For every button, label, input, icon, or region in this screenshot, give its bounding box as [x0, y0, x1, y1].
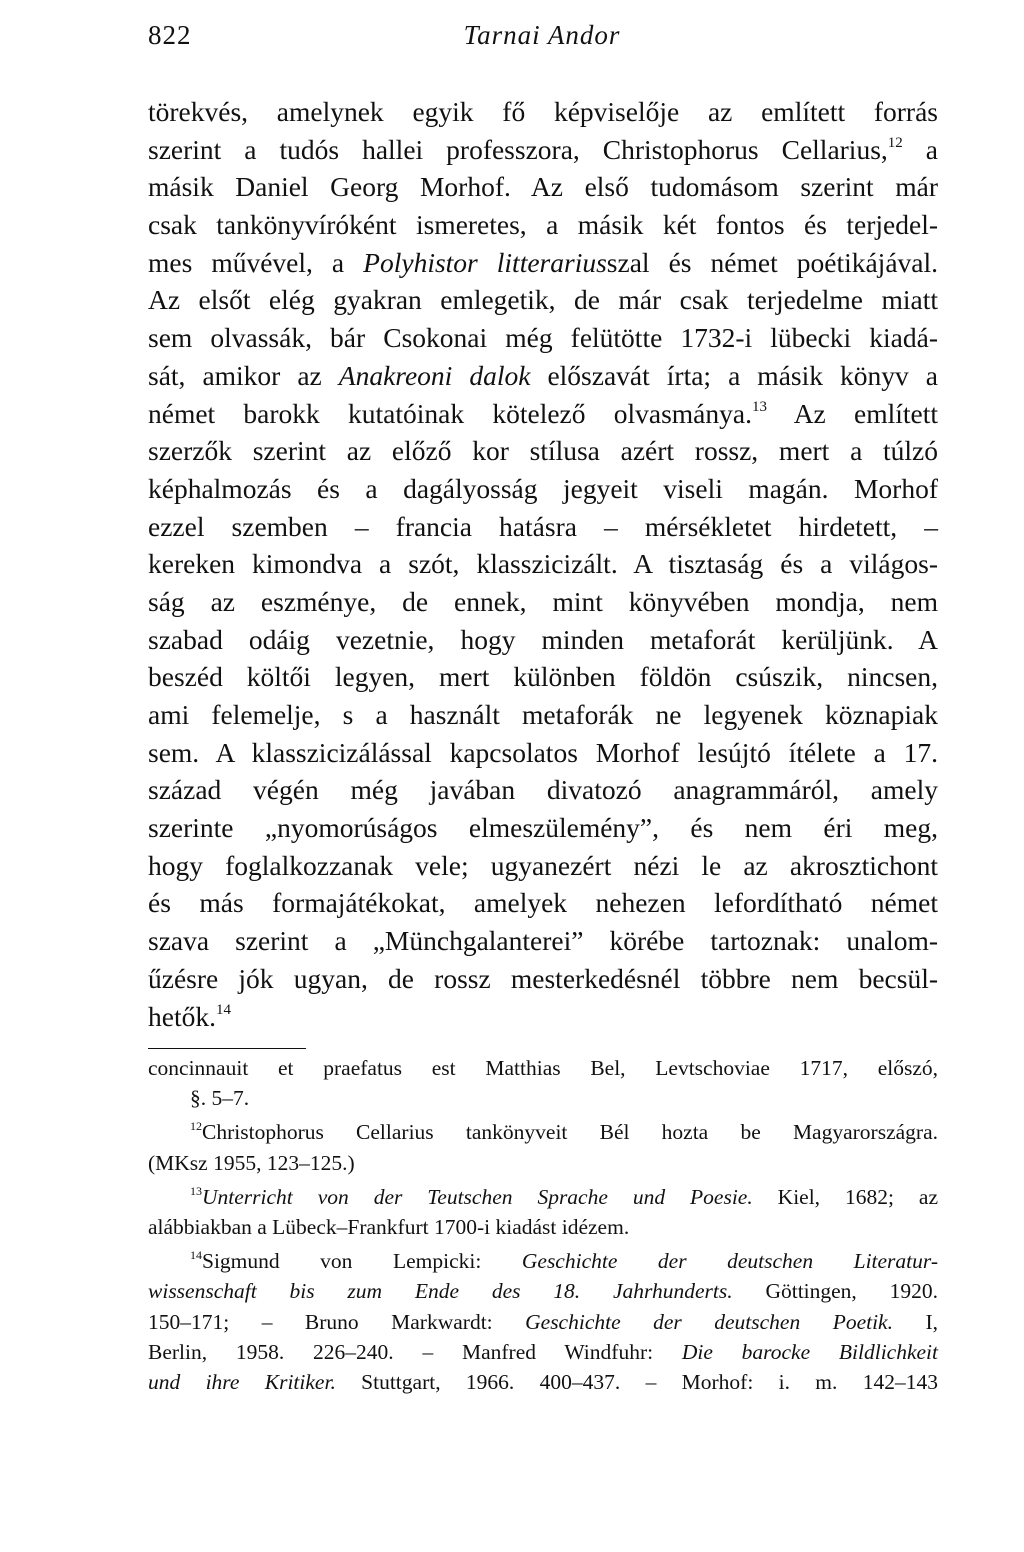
footnote-line [148, 1212, 938, 1242]
text-line [148, 621, 938, 659]
text-span: beszéd költői legyen, mert különben földön csúszik, nincsen, [148, 661, 938, 693]
footnote-number: 13 [190, 1183, 202, 1198]
text-line [148, 998, 938, 1036]
text-span: 150–171; – Bruno Markwardt: [148, 1309, 526, 1334]
text-line [148, 771, 938, 809]
footnote-line [148, 1083, 938, 1113]
text-span: I, [892, 1309, 938, 1334]
text-span: ság az eszménye, de ennek, mint könyvében mondja, nem [148, 585, 938, 617]
text-span: szava szerint a „Münchgalanterei” körébe tartoznak: unalom- [148, 925, 938, 957]
footnote-rule [148, 1048, 306, 1049]
text-span: sem. A klasszicizálással kapcsolatos Morhof lesújtó ítélete a 17. [148, 736, 938, 768]
page-number: 822 [148, 20, 192, 50]
text-line [148, 319, 938, 357]
footnote-ref: 14 [215, 1001, 231, 1018]
footnote-12 [148, 1117, 938, 1147]
footnote-line [148, 1148, 938, 1178]
text-span: kereken kimondva a szót, klasszicizált. A tisztaság és a világos- [148, 548, 938, 580]
text-span: Göttingen, 1920. [732, 1279, 938, 1304]
footnote-13 [148, 1182, 938, 1212]
text-span: és más formajátékokat, amelyek nehezen lefordítható német [148, 887, 938, 919]
text-line [148, 357, 938, 395]
text-span: sem olvassák, bár Csokonai még felütötte 1732-i lübecki kiadá- [148, 322, 938, 354]
text-line [148, 93, 938, 131]
text-span: Az elsőt elég gyakran emlegetik, de már csak terjedelme miatt [148, 284, 938, 316]
text-span: Berlin, 1958. 226–240. – Manfred Windfuhr: [148, 1339, 682, 1364]
text-span: a [902, 133, 938, 165]
italic-title: wissenschaft bis zum Ende des 18. Jahrhunderts. [148, 1279, 733, 1304]
footnote-line [148, 1307, 938, 1337]
text-span: német barokk kutatóinak kötelező olvasmánya. [148, 397, 752, 429]
footnote-number: 14 [190, 1248, 202, 1263]
text-span: szerzők szerint az előző kor stílusa azért rossz, mert a túlzó [148, 435, 938, 467]
footnote-line [148, 1337, 938, 1367]
text-line [148, 884, 938, 922]
text-span: Sigmund von Lempicki: [202, 1249, 522, 1274]
text-line [148, 244, 938, 282]
page-header [148, 20, 936, 60]
text-span: Az említett [766, 397, 938, 429]
text-line [148, 131, 938, 169]
text-span: ami felemelje, s a használt metaforák ne legyenek köznapiak [148, 699, 938, 730]
text-line [148, 508, 938, 546]
footnote-ref: 13 [751, 398, 767, 415]
italic-title: Die barocke Bildlichkeit [681, 1339, 939, 1364]
footnote-number: 12 [190, 1119, 202, 1134]
footnote-line [148, 1053, 938, 1083]
footnote-line [148, 1276, 938, 1306]
footnotes [148, 1053, 938, 1397]
text-span: szerint a tudós hallei professzora, Christophorus Cellarius, [148, 133, 888, 165]
text-line [148, 281, 938, 319]
text-line [148, 960, 938, 998]
text-span: Stuttgart, 1966. 400–437. – Morhof: i. m. 142–143 [335, 1369, 938, 1394]
text-span: concinnauit et praefatus est Matthias Bel, Levtschoviae 1717, előszó, [148, 1056, 938, 1080]
text-line [148, 206, 938, 244]
text-span: űzésre jók ugyan, de rossz mesterkedésnél többre nem becsül- [148, 962, 938, 994]
text-span: szabad odáig vezetnie, hogy minden metaforát kerüljünk. A [148, 623, 938, 655]
italic-title: Geschichte der deutschen Poetik. [525, 1309, 893, 1334]
text-line [148, 168, 938, 206]
text-span: csak tankönyvíróként ismeretes, a másik két fontos és terjedel- [148, 209, 938, 241]
italic-title: Geschichte der deutschen Literatur- [521, 1249, 938, 1274]
text-span: hetők. [148, 1000, 216, 1032]
text-line [148, 432, 938, 470]
text-span: Kiel, 1682; az [752, 1184, 938, 1209]
italic-title: Anakreoni dalok [338, 359, 531, 391]
text-span: mes művével, a [148, 246, 364, 278]
text-line [148, 545, 938, 583]
text-span: másik Daniel Georg Morhof. Az első tudomásom szerint már [148, 171, 938, 203]
footnote-14 [148, 1246, 938, 1276]
italic-title: Polyhistor litterarius [363, 246, 607, 278]
text-span: hogy foglalkozzanak vele; ugyanezért nézi le az akrosztichont [148, 849, 938, 881]
text-span: szerinte „nyomorúságos elmeszülemény”, és nem éri meg, [148, 812, 938, 844]
footnote-line [148, 1367, 938, 1397]
text-line [148, 847, 938, 885]
text-line [148, 583, 938, 621]
text-line [148, 470, 938, 508]
body-text [148, 93, 938, 1035]
text-span: törekvés, amelynek egyik fő képviselője az említett forrás [148, 96, 938, 127]
footnote-ref: 12 [887, 134, 903, 151]
text-span: alábbiakban a Lübeck–Frankfurt 1700-i kiadást idézem. [148, 1214, 630, 1239]
text-span: §. 5–7. [190, 1086, 250, 1111]
text-span: sát, amikor az [148, 359, 339, 391]
text-span: ezzel szemben – francia hatásra – mérsékletet hirdetett, – [148, 510, 938, 542]
text-line [148, 395, 938, 433]
text-line [148, 696, 938, 734]
text-line [148, 922, 938, 960]
running-head: Tarnai Andor [463, 20, 621, 50]
text-span: Christophorus Cellarius tankönyveit Bél hozta be Magyarországra. [202, 1120, 938, 1145]
text-line [148, 734, 938, 772]
text-span: század végén még javában divatozó anagrammáról, amely [148, 774, 938, 806]
text-span: képhalmozás és a dagályosság jegyeit viseli magán. Morhof [148, 472, 938, 504]
text-span: szal és német poétikájával. [606, 246, 938, 278]
italic-title: und ihre Kritiker. [148, 1369, 336, 1394]
italic-title: Unterricht von der Teutschen Sprache und Poesie. [202, 1184, 753, 1209]
text-span: (MKsz 1955, 123–125.) [148, 1150, 355, 1175]
text-line [148, 658, 938, 696]
text-span: előszavát írta; a másik könyv a [530, 359, 938, 391]
text-line [148, 809, 938, 847]
